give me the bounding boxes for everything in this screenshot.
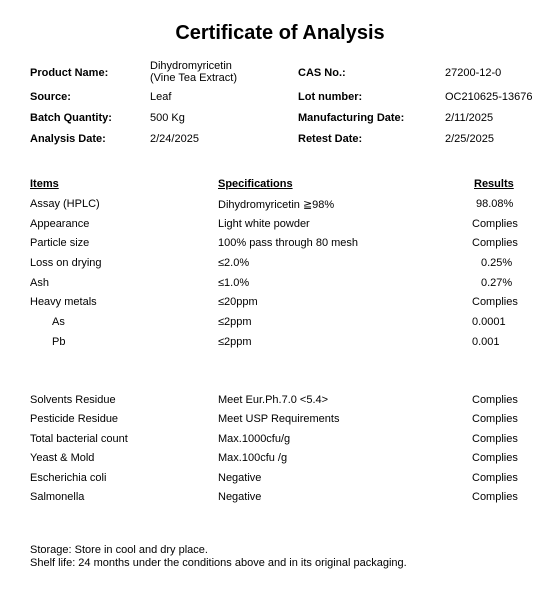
- table-row-spec: Negative: [218, 491, 262, 503]
- table-row-spec: ≤20ppm: [218, 296, 258, 308]
- document-title: Certificate of Analysis: [175, 22, 385, 44]
- table-row-result: 0.0001: [472, 316, 506, 328]
- storage-note: Storage: Store in cool and dry place.: [30, 544, 208, 556]
- table-row-result: Complies: [472, 452, 518, 464]
- lot-value: OC210625-13676: [445, 91, 533, 103]
- source-value: Leaf: [150, 91, 172, 103]
- product-name-line2: (Vine Tea Extract): [150, 72, 238, 84]
- batch-value: 500 Kg: [150, 112, 185, 124]
- table-row-item: Yeast & Mold: [30, 452, 95, 464]
- table-row-spec: Meet Eur.Ph.7.0 <5.4>: [218, 394, 329, 406]
- table-row-result: 0.25%: [481, 257, 513, 269]
- table-row-result: 98.08%: [476, 198, 514, 210]
- table-row-spec: ≤1.0%: [218, 277, 250, 289]
- table-row-result: Complies: [472, 472, 518, 484]
- retest-date-value: 2/25/2025: [445, 133, 494, 145]
- table-row-result: Complies: [472, 296, 518, 308]
- table-row-spec: ≤2.0%: [218, 257, 250, 269]
- table-row-item: Heavy metals: [30, 296, 97, 308]
- cas-value: 27200-12-0: [445, 67, 502, 79]
- lot-label: Lot number:: [298, 91, 363, 103]
- product-name-label: Product Name:: [30, 67, 109, 79]
- specifications-header: Specifications: [218, 178, 293, 190]
- table-row-item: Pesticide Residue: [30, 413, 119, 425]
- table-row-item: Solvents Residue: [30, 394, 116, 406]
- source-label: Source:: [30, 91, 71, 103]
- table-row-item: As: [52, 316, 65, 328]
- analysis-date-value: 2/24/2025: [150, 133, 199, 145]
- table-row-item: Salmonella: [30, 491, 85, 503]
- analysis-date-label: Analysis Date:: [30, 133, 106, 145]
- table-row-item: Escherichia coli: [30, 472, 107, 484]
- table-row-item: Ash: [30, 277, 49, 289]
- table-row-item: Assay (HPLC): [30, 198, 100, 210]
- table-row-spec: 100% pass through 80 mesh: [218, 237, 359, 249]
- shelf-life-note: Shelf life: 24 months under the conditions above and in its original packaging.: [30, 557, 407, 569]
- table-row-spec: Max.1000cfu/g: [218, 433, 291, 445]
- mfg-date-value: 2/11/2025: [445, 112, 494, 124]
- table-row-spec: ≤2ppm: [218, 316, 252, 328]
- mfg-date-label: Manufacturing Date:: [298, 112, 405, 124]
- table-row-result: Complies: [472, 237, 518, 249]
- table-row-result: Complies: [472, 394, 518, 406]
- retest-date-label: Retest Date:: [298, 133, 363, 145]
- table-row-item: Particle size: [30, 237, 90, 249]
- table-row-spec: Dihydromyricetin ≧98%: [218, 199, 335, 211]
- table-row-item: Loss on drying: [30, 257, 102, 269]
- table-row-spec: Max.100cfu /g: [218, 452, 288, 464]
- table-row-result: 0.27%: [481, 277, 513, 289]
- table-row-result: Complies: [472, 218, 518, 230]
- table-row-result: Complies: [472, 433, 518, 445]
- table-row-result: Complies: [472, 491, 518, 503]
- table-row-spec: ≤2ppm: [218, 336, 252, 348]
- table-row-item: Appearance: [30, 218, 90, 230]
- table-row-spec: Light white powder: [218, 218, 310, 230]
- table-row-item: Total bacterial count: [30, 433, 128, 445]
- table-row-spec: Negative: [218, 472, 262, 484]
- results-header: Results: [474, 178, 514, 190]
- table-row-item: Pb: [52, 336, 66, 348]
- items-header: Items: [30, 178, 59, 190]
- table-row-result: Complies: [472, 413, 518, 425]
- table-row-spec: Meet USP Requirements: [218, 413, 340, 425]
- table-row-result: 0.001: [472, 336, 500, 348]
- cas-label: CAS No.:: [298, 67, 346, 79]
- batch-label: Batch Quantity:: [30, 112, 112, 124]
- product-name-line1: Dihydromyricetin: [150, 60, 232, 72]
